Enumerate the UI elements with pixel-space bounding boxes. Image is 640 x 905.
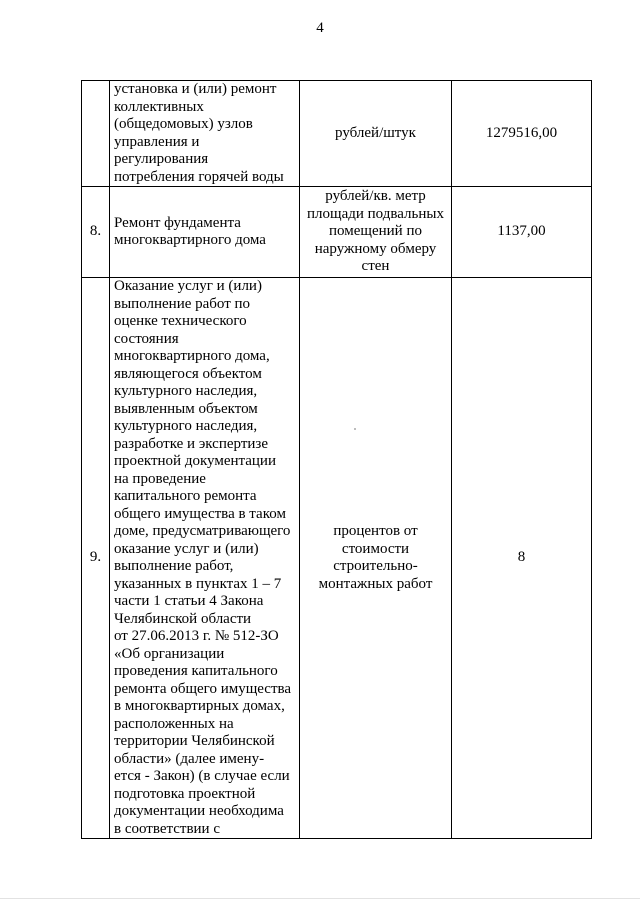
row-number: 9. xyxy=(82,278,110,839)
row-description: Ремонт фундамента многоквартирного дома xyxy=(110,187,300,278)
table-row xyxy=(82,81,592,187)
row-value: 8 xyxy=(452,278,592,839)
row-number xyxy=(82,81,110,187)
row-description: Оказание услуг и (или) выполнение работ по оценке технического состояния многоквартирного дома, являющегося объектом культурного наследия, выявленным объектом культурного наследия, разработке и экспертизе проектной документации на проведение капитального ремонта общего имущества в таком доме, предусматривающего оказание услуг и (или) выполнение работ, указанных в пунктах 1 – 7 части 1 статьи 4 Закона Челябинской области от 27.06.2013 г. № 512-ЗО «Об организации проведения капитального ремонта общего имущества в многоквартирных домах, расположенных на территории Челябинской области» (далее имену- ется - Закон) (в случае если подготовка проектной документации необходима в соответствии с xyxy=(110,278,300,839)
table-row xyxy=(82,278,592,839)
row-number: 8. xyxy=(82,187,110,278)
row-unit: рублей/штук xyxy=(300,81,452,187)
scan-edge-line xyxy=(0,898,640,899)
table-row xyxy=(82,187,592,278)
row-value: 1279516,00 xyxy=(452,81,592,187)
row-unit: процентов от стоимости строительно- монтажных работ xyxy=(300,278,452,839)
page-number: 4 xyxy=(316,20,324,36)
row-value: 1137,00 xyxy=(452,187,592,278)
row-description: установка и (или) ремонт коллективных (общедомовых) узлов управления и регулирования потребления горячей воды xyxy=(110,81,300,187)
scan-speck xyxy=(354,428,356,430)
rates-table xyxy=(81,80,592,839)
row-unit: рублей/кв. метр площади подвальных помещений по наружному обмеру стен xyxy=(300,187,452,278)
